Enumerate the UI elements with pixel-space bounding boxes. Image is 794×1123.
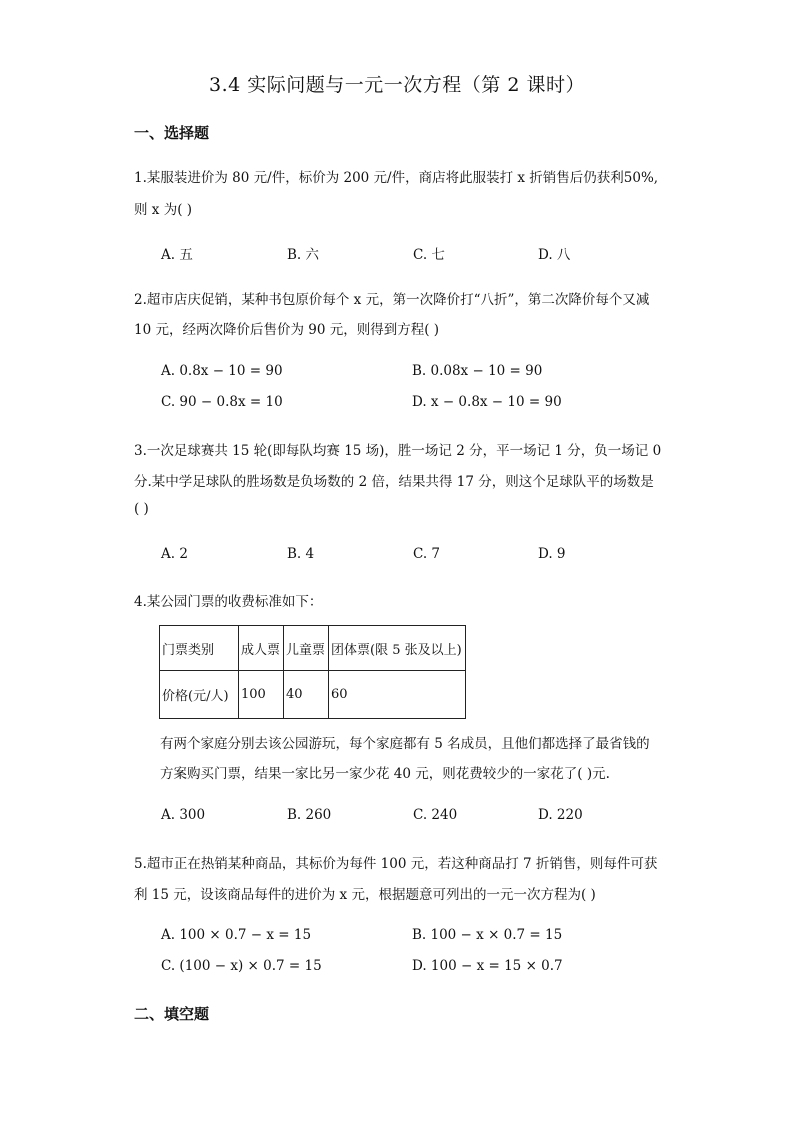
table-cell: 40 [284, 671, 329, 719]
q4-text-line2: 有两个家庭分别去该公园游玩，每个家庭都有 5 名成员，且他们都选择了最省钱的 [160, 736, 650, 752]
q2-option-c[interactable]: C. 90 − 0.8x = 10 [161, 394, 283, 410]
q2-text-line2: 10 元，经两次降价后售价为 90 元，则得到方程( ) [134, 322, 440, 338]
q4-text-line1: 4.某公园门票的收费标准如下： [134, 594, 323, 610]
q2-option-d[interactable]: D. x − 0.8x − 10 = 90 [412, 394, 562, 410]
q5-option-c[interactable]: C. (100 − x) × 0.7 = 15 [161, 958, 322, 974]
q5-option-a[interactable]: A. 100 × 0.7 − x = 15 [161, 927, 312, 943]
q3-option-c[interactable]: C. 7 [413, 546, 441, 562]
q3-text-line3: ( ) [134, 501, 149, 517]
q2-option-b[interactable]: B. 0.08x − 10 = 90 [412, 363, 543, 379]
q3-text-line2: 分.某中学足球队的胜场数是负场数的 2 倍，结果共得 17 分，则这个足球队平的场数是 [134, 474, 654, 490]
q4-option-c[interactable]: C. 240 [413, 807, 458, 823]
table-header-cell: 成人票 [239, 626, 284, 671]
q1-option-a[interactable]: A. 五 [161, 247, 193, 263]
q3-option-b[interactable]: B. 4 [287, 546, 315, 562]
q4-option-d[interactable]: D. 220 [538, 807, 583, 823]
q2-text-line1: 2.超市店庆促销，某种书包原价每个 x 元，第一次降价打“八折”，第二次降价每个又减 [134, 292, 650, 308]
q4-option-a[interactable]: A. 300 [161, 807, 206, 823]
q3-text-line1: 3.一次足球赛共 15 轮(即每队均赛 15 场)，胜一场记 2 分，平一场记 1 分，负一场记 0 [134, 443, 662, 459]
q1-option-b[interactable]: B. 六 [287, 247, 320, 263]
q1-text-line1: 1.某服装进价为 80 元/件，标价为 200 元/件，商店将此服装打 x 折销售后仍获利50%, [134, 170, 659, 186]
q5-option-b[interactable]: B. 100 − x × 0.7 = 15 [412, 927, 563, 943]
q3-option-a[interactable]: A. 2 [161, 546, 188, 562]
q4-option-b[interactable]: B. 260 [287, 807, 332, 823]
q2-option-a[interactable]: A. 0.8x − 10 = 90 [161, 363, 283, 379]
table-header-cell: 儿童票 [284, 626, 329, 671]
table-header-cell: 门票类别 [160, 626, 239, 671]
table-row [160, 671, 466, 719]
q1-text-line2: 则 x 为( ) [134, 202, 193, 218]
table-cell: 价格(元/人) [160, 671, 239, 719]
table-cell: 100 [239, 671, 284, 719]
section-heading-choice: 一、选择题 [134, 124, 210, 142]
q3-option-d[interactable]: D. 9 [538, 546, 566, 562]
ticket-price-table [159, 625, 466, 719]
table-header-cell: 团体票(限 5 张及以上) [329, 626, 466, 671]
q1-option-c[interactable]: C. 七 [413, 247, 445, 263]
section-heading-fill-blank: 二、填空题 [134, 1005, 210, 1023]
q5-option-d[interactable]: D. 100 − x = 15 × 0.7 [412, 958, 563, 974]
table-header-row [160, 626, 466, 671]
table-cell: 60 [329, 671, 466, 719]
q4-text-line3: 方案购买门票，结果一家比另一家少花 40 元，则花费较少的一家花了( )元. [160, 766, 610, 782]
q5-text-line2: 利 15 元，设该商品每件的进价为 x 元，根据题意可列出的一元一次方程为( ) [134, 887, 596, 903]
q5-text-line1: 5.超市正在热销某种商品，其标价为每件 100 元，若这种商品打 7 折销售，则每件可获 [134, 856, 658, 872]
q1-option-d[interactable]: D. 八 [538, 247, 571, 263]
page-title: 3.4 实际问题与一元一次方程（第 2 课时） [209, 74, 585, 96]
